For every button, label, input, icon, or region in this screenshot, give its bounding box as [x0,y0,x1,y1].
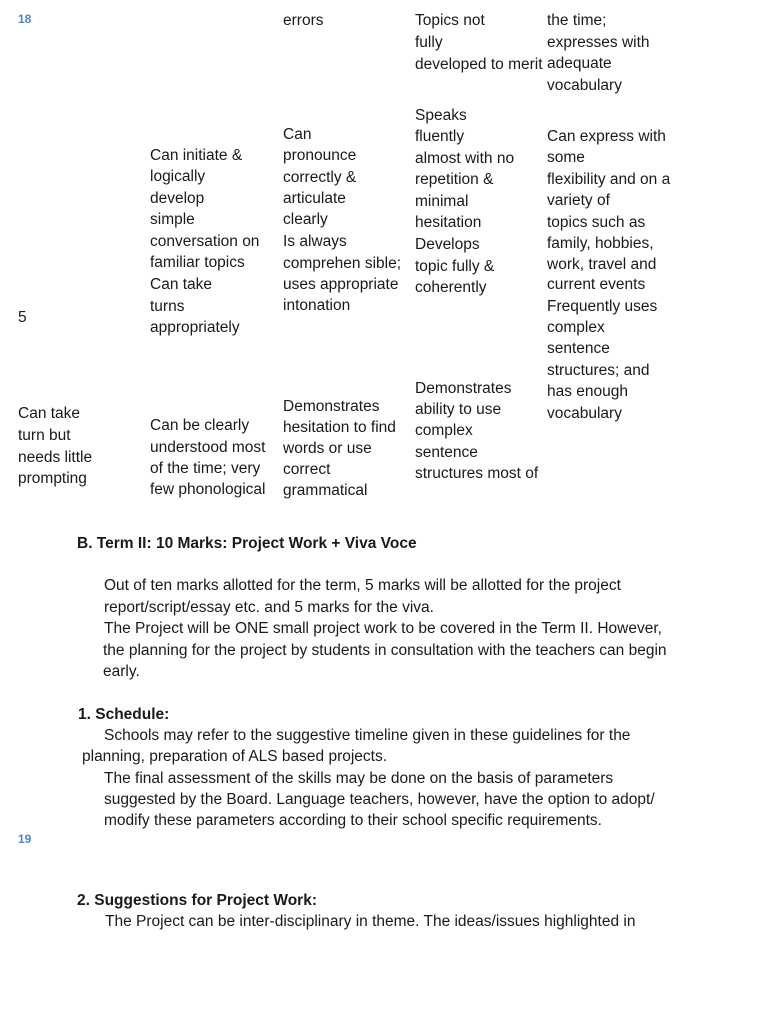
cell-line: Develops [415,236,480,253]
cell-line: develop [150,190,205,207]
cell-line: simple [150,211,195,228]
cell-line: topics such as [547,214,646,231]
cell-line: sentence [415,444,478,461]
cell-line: structures most of [415,465,539,482]
cell-line: understood most [150,439,266,456]
page-number-18: 18 [18,12,32,26]
cell-line: Can express with [547,128,666,145]
cell-line: logically [150,168,206,185]
cell-line: comprehen sible; [283,255,402,272]
cell-line: structures; and [547,362,650,379]
paragraph-line: the planning for the project by students in consultation with the teachers can begin [103,642,667,659]
cell-line: uses appropriate [283,276,399,293]
cell-line: work, travel and [547,256,657,273]
cell-line: developed to merit [415,56,543,73]
cell-line: few phonological [150,481,266,498]
cell-line: adequate [547,55,612,72]
suggestions-heading: 2. Suggestions for Project Work: [77,892,318,909]
cell-line: topic fully & [415,258,495,275]
cell-line: Demonstrates [283,398,380,415]
cell-line: coherently [415,279,487,296]
cell-line: variety of [547,192,610,209]
cell-line: Demonstrates [415,380,512,397]
paragraph-line: suggested by the Board. Language teachers, however, have the option to adopt/ [104,791,655,808]
schedule-heading: 1. Schedule: [78,706,170,723]
cell-line: grammatical [283,482,368,499]
cell-line: Can be clearly [150,417,250,434]
paragraph-line: Schools may refer to the suggestive timeline given in these guidelines for the [104,727,631,744]
paragraph-line: planning, preparation of ALS based projects. [82,748,388,765]
cell-line: appropriately [150,319,240,336]
cell-line: repetition & [415,171,494,188]
paragraph-line: report/script/essay etc. and 5 marks for the viva. [104,599,434,616]
cell-line: minimal [415,193,469,210]
paragraph-line: The Project can be inter-disciplinary in theme. The ideas/issues highlighted in [105,913,636,930]
cell-line: Is always [283,233,347,250]
cell-line: turns [150,298,185,315]
paragraph-line: early. [103,663,140,680]
cell-line: hesitation to find [283,419,396,436]
cell-line: correctly & [283,169,357,186]
cell-line: complex [547,319,605,336]
cell-line: turn but [18,427,71,444]
cell-line: Speaks [415,107,467,124]
cell-line: fully [415,34,443,51]
paragraph-line: The Project will be ONE small project work to be covered in the Term II. However, [104,620,662,637]
cell-line: expresses with [547,34,650,51]
cell-line: Can take [18,405,81,422]
cell-line: hesitation [415,214,482,231]
cell-line: vocabulary [547,405,622,422]
section-b-heading: B. Term II: 10 Marks: Project Work + Viva Voce [77,535,417,552]
cell-line: prompting [18,470,87,487]
cell-line: Topics not [415,12,485,29]
cell-line: Can [283,126,312,143]
page-number-19: 19 [18,832,32,846]
cell-line: familiar topics [150,254,245,271]
cell-line: Can take [150,276,213,293]
cell-line: vocabulary [547,77,622,94]
cell-line: flexibility and on a [547,171,671,188]
cell-line: current events [547,276,646,293]
cell-line: family, hobbies, [547,235,654,252]
cell-line: pronounce [283,147,357,164]
cell-line: almost with no [415,150,515,167]
paragraph-line: Out of ten marks allotted for the term, 5 marks will be allotted for the project [104,577,621,594]
cell-line: fluently [415,128,465,145]
cell-line: sentence [547,340,610,357]
cell-line: of the time; very [150,460,261,477]
cell-line: articulate [283,190,346,207]
cell-line: Frequently uses [547,298,658,315]
cell-line: the time; [547,12,607,29]
cell-line: has enough [547,383,629,400]
cell-line: clearly [283,211,328,228]
cell-line: some [547,149,585,166]
paragraph-line: modify these parameters according to their school specific requirements. [104,812,602,829]
cell-line: needs little [18,449,93,466]
cell-line: words or use [283,440,372,457]
cell-line: complex [415,422,473,439]
score-value: 5 [18,309,27,326]
cell-line: errors [283,12,324,29]
cell-line: conversation on [150,233,260,250]
cell-line: intonation [283,297,351,314]
cell-line: ability to use [415,401,502,418]
cell-line: Can initiate & [150,147,243,164]
paragraph-line: The final assessment of the skills may be done on the basis of parameters [104,770,614,787]
cell-line: correct [283,461,331,478]
